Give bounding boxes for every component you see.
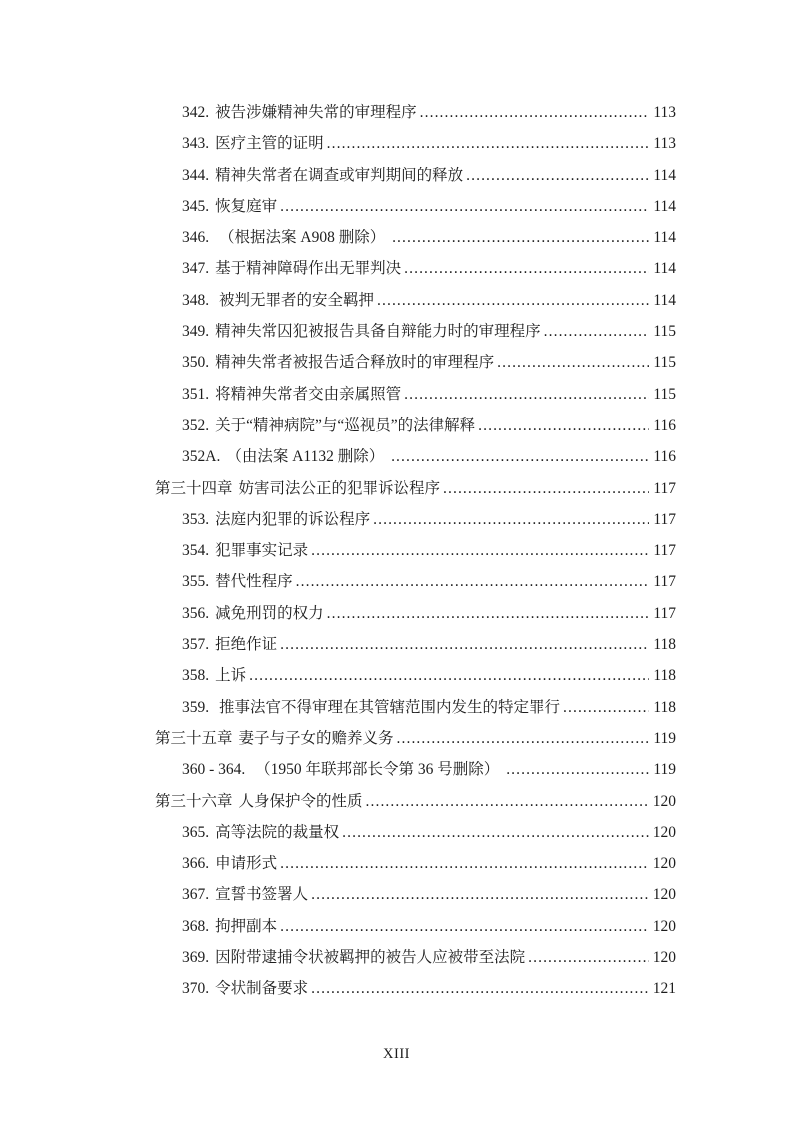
- entry-number: 366.: [182, 855, 210, 873]
- entry-title: 上诉: [215, 667, 247, 685]
- entry-title: 替代性程序: [215, 573, 293, 591]
- toc-entry: [155, 566, 676, 597]
- dot-leader: [391, 441, 649, 472]
- entry-title: 将精神失常者交由亲属照管: [215, 385, 402, 403]
- dot-leader: [373, 504, 649, 535]
- toc-entry: [155, 786, 676, 817]
- entry-title: 减免刑罚的权力: [215, 604, 324, 622]
- toc-entry: [155, 692, 676, 723]
- toc-entry: [155, 160, 676, 191]
- toc-entry: [155, 723, 676, 754]
- entry-page-number: 117: [653, 510, 676, 528]
- entry-title: 精神失常囚犯被报告具备自辩能力时的审理程序: [215, 323, 541, 341]
- toc-entry: [155, 598, 676, 629]
- toc-entry: [155, 817, 676, 848]
- entry-page-number: 116: [653, 416, 676, 434]
- entry-number: 367.: [182, 886, 210, 904]
- entry-title: （1950 年联邦部长令第 36 号删除）: [251, 761, 504, 779]
- toc-entry: [155, 128, 676, 159]
- entry-title: 拒绝作证: [215, 636, 278, 654]
- entry-title: 基于精神障碍作出无罪判决: [215, 260, 402, 278]
- dot-leader: [506, 754, 649, 785]
- toc-entry: [155, 942, 676, 973]
- entry-number: 354.: [182, 542, 210, 560]
- entry-page-number: 119: [653, 729, 676, 747]
- entry-page-number: 118: [653, 667, 676, 685]
- entry-page-number: 118: [653, 698, 676, 716]
- table-of-contents: [155, 97, 676, 1005]
- entry-number: 352A.: [182, 448, 221, 466]
- toc-entry: [155, 253, 676, 284]
- toc-entry: [155, 316, 676, 347]
- entry-page-number: 120: [652, 917, 676, 935]
- entry-page-number: 120: [652, 886, 676, 904]
- entry-title: 妻子与子女的赡养义务: [238, 729, 394, 747]
- entry-number: 344.: [182, 166, 210, 184]
- dot-leader: [327, 128, 650, 159]
- entry-page-number: 120: [652, 949, 676, 967]
- toc-entry: [155, 911, 676, 942]
- entry-page-number: 120: [652, 855, 676, 873]
- entry-number: 369.: [182, 949, 210, 967]
- entry-page-number: 115: [653, 323, 676, 341]
- entry-number: 第三十四章: [155, 479, 233, 497]
- entry-title: 被判无罪者的安全羁押: [215, 291, 375, 309]
- entry-number: 349.: [182, 323, 210, 341]
- entry-number: 353.: [182, 510, 210, 528]
- entry-page-number: 115: [653, 354, 676, 372]
- toc-entry: [155, 473, 676, 504]
- entry-title: 法庭内犯罪的诉讼程序: [215, 510, 371, 528]
- entry-number: 342.: [182, 104, 210, 121]
- dot-leader: [478, 410, 649, 441]
- entry-page-number: 114: [653, 166, 676, 184]
- entry-number: 358.: [182, 667, 210, 685]
- entry-number: 359.: [182, 698, 210, 716]
- entry-page-number: 115: [653, 385, 676, 403]
- entry-number: 345.: [182, 197, 210, 215]
- toc-entry: [155, 879, 676, 910]
- entry-title: 妨害司法公正的犯罪诉讼程序: [238, 479, 441, 497]
- entry-page-number: 113: [653, 104, 676, 121]
- toc-entry: [155, 410, 676, 441]
- entry-title: （由法案 A1132 删除）: [226, 448, 389, 466]
- entry-title: 申请形式: [215, 855, 278, 873]
- dot-leader: [366, 786, 649, 817]
- entry-page-number: 116: [653, 448, 676, 466]
- toc-entry: [155, 379, 676, 410]
- toc-entry: [155, 97, 676, 128]
- entry-number: 352.: [182, 416, 210, 434]
- entry-page-number: 114: [653, 229, 676, 247]
- entry-title: 恢复庭审: [215, 197, 278, 215]
- entry-number: 360 - 364.: [182, 761, 246, 779]
- entry-title: 高等法院的裁量权: [215, 823, 340, 841]
- toc-entry: [155, 629, 676, 660]
- dot-leader: [544, 316, 650, 347]
- entry-title: 关于“精神病院”与“巡视员”的法律解释: [215, 416, 476, 434]
- entry-number: 第三十六章: [155, 792, 233, 810]
- entry-page-number: 117: [653, 542, 676, 560]
- dot-leader: [397, 723, 650, 754]
- entry-page-number: 118: [653, 636, 676, 654]
- entry-title: 令状制备要求: [215, 980, 309, 998]
- footer-page-number: XIII: [383, 1046, 410, 1062]
- entry-number: 356.: [182, 604, 210, 622]
- entry-title: 推事法官不得审理在其管辖范围内发生的特定罪行: [215, 698, 561, 716]
- toc-entry: [155, 535, 676, 566]
- entry-page-number: 117: [653, 604, 676, 622]
- dot-leader: [311, 535, 649, 566]
- dot-leader: [249, 660, 649, 691]
- entry-page-number: 117: [653, 479, 676, 497]
- toc-entry: [155, 848, 676, 879]
- entry-number: 350.: [182, 354, 210, 372]
- entry-number: 343.: [182, 135, 210, 153]
- entry-title: 犯罪事实记录: [215, 542, 309, 560]
- entry-page-number: 117: [653, 573, 676, 591]
- entry-number: 357.: [182, 636, 210, 654]
- entry-page-number: 114: [653, 260, 676, 278]
- entry-number: 351.: [182, 385, 210, 403]
- entry-title: 精神失常者在调查或审判期间的释放: [215, 166, 464, 184]
- entry-number: 368.: [182, 917, 210, 935]
- dot-leader: [280, 848, 649, 879]
- entry-page-number: 119: [653, 761, 676, 779]
- entry-title: （根据法案 A908 删除）: [215, 229, 390, 247]
- toc-entry: [155, 222, 676, 253]
- entry-page-number: 114: [653, 291, 676, 309]
- dot-leader: [280, 629, 649, 660]
- toc-entry: [155, 285, 676, 316]
- dot-leader: [377, 285, 649, 316]
- entry-number: 347.: [182, 260, 210, 278]
- dot-leader: [404, 379, 649, 410]
- page-footer: [0, 1046, 793, 1063]
- entry-title: 精神失常者被报告适合释放时的审理程序: [215, 354, 495, 372]
- entry-number: 第三十五章: [155, 729, 233, 747]
- entry-page-number: 121: [652, 980, 676, 998]
- entry-title: 医疗主管的证明: [215, 135, 324, 153]
- dot-leader: [392, 222, 649, 253]
- dot-leader: [296, 566, 650, 597]
- entry-page-number: 113: [653, 135, 676, 153]
- dot-leader: [311, 973, 649, 1004]
- toc-entry: [155, 973, 676, 1004]
- toc-entry: [155, 347, 676, 378]
- toc-entry: [155, 441, 676, 472]
- dot-leader: [497, 347, 649, 378]
- entry-number: 348.: [182, 291, 210, 309]
- entry-number: 370.: [182, 980, 210, 998]
- dot-leader: [563, 692, 649, 723]
- dot-leader: [466, 160, 649, 191]
- entry-title: 拘押副本: [215, 917, 278, 935]
- entry-title: 人身保护令的性质: [238, 792, 363, 810]
- entry-number: 365.: [182, 823, 210, 841]
- dot-leader: [342, 817, 649, 848]
- dot-leader: [443, 473, 649, 504]
- entry-page-number: 120: [652, 823, 676, 841]
- entry-title: 因附带逮捕令状被羁押的被告人应被带至法院: [215, 949, 526, 967]
- toc-entry: [155, 660, 676, 691]
- dot-leader: [404, 253, 649, 284]
- dot-leader: [528, 942, 649, 973]
- dot-leader: [280, 911, 649, 942]
- toc-entry: [155, 504, 676, 535]
- dot-leader: [280, 191, 649, 222]
- toc-entry: [155, 191, 676, 222]
- toc-entry: [155, 754, 676, 785]
- entry-page-number: 114: [653, 197, 676, 215]
- dot-leader: [420, 97, 650, 128]
- dot-leader: [311, 879, 649, 910]
- dot-leader: [327, 598, 650, 629]
- entry-number: 346.: [182, 229, 210, 247]
- entry-title: 被告涉嫌精神失常的审理程序: [215, 104, 417, 121]
- entry-title: 宣誓书签署人: [215, 886, 309, 904]
- entry-number: 355.: [182, 573, 210, 591]
- entry-page-number: 120: [652, 792, 676, 810]
